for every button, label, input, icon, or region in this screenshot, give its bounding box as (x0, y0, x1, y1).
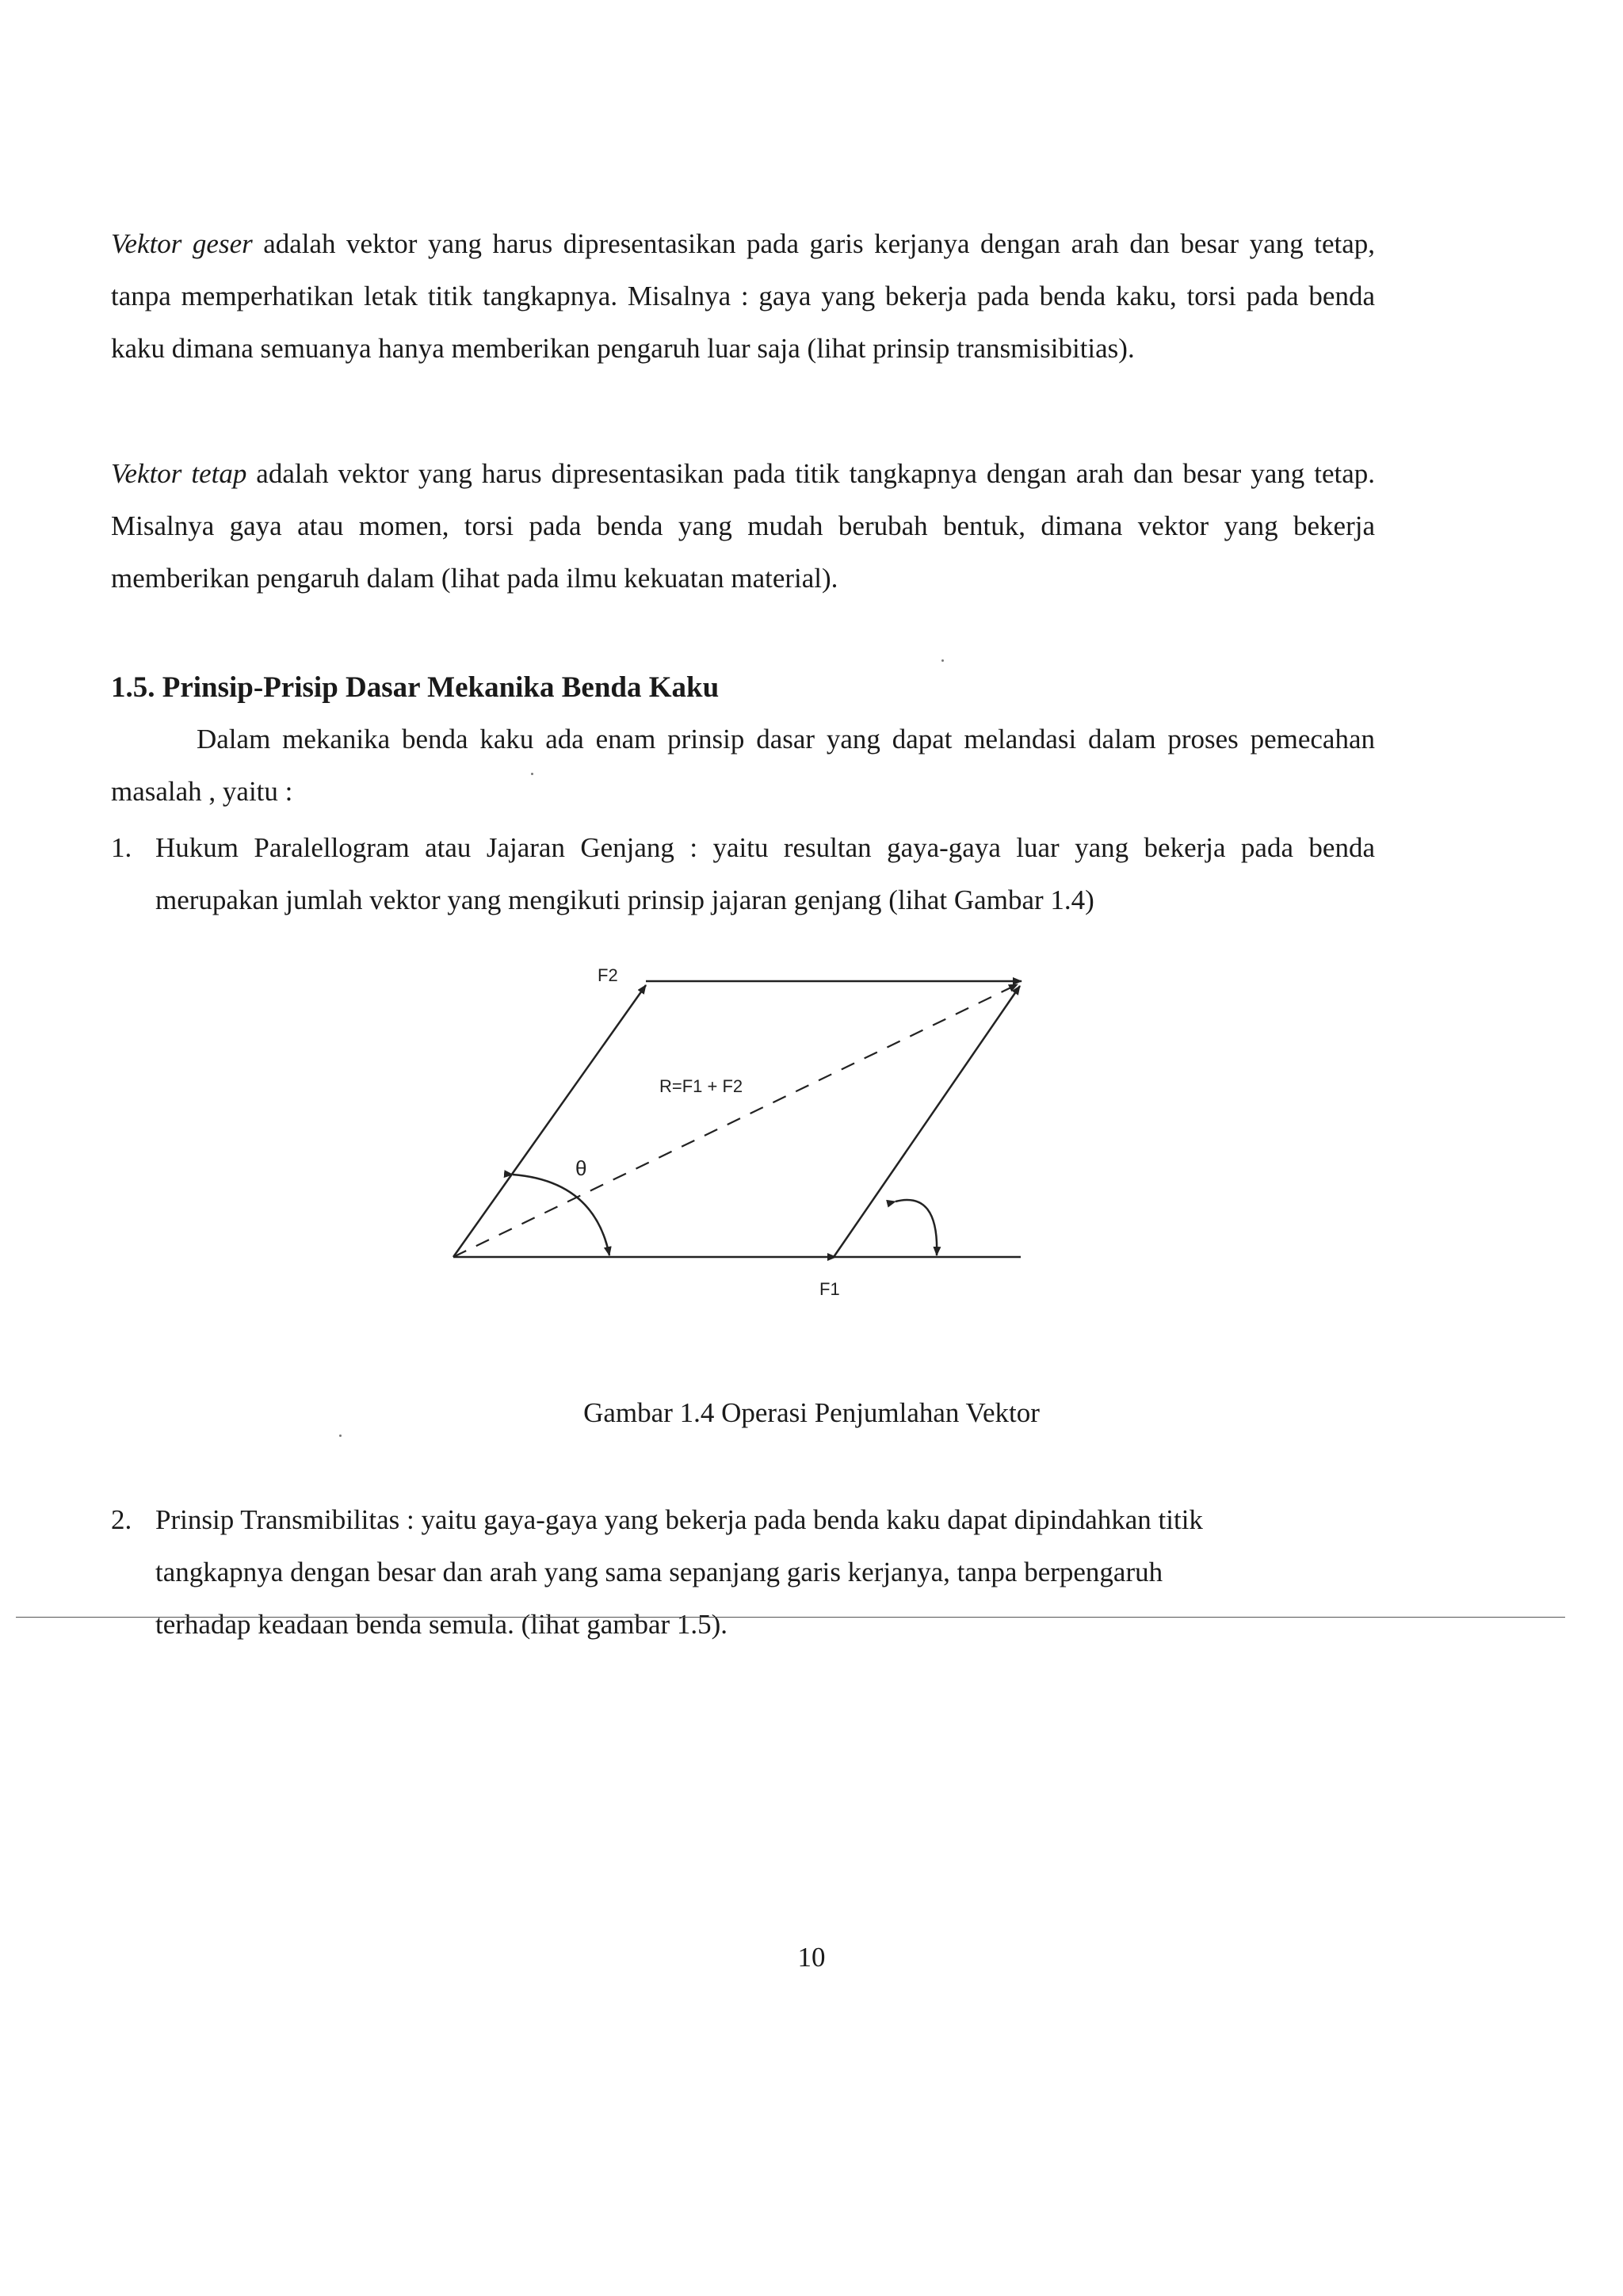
label-f2: F2 (598, 965, 618, 985)
paragraph-vektor-tetap (111, 448, 1375, 605)
list-item-2 (111, 1494, 1375, 1651)
speck (531, 773, 533, 775)
term-vektor-tetap: Vektor tetap (111, 458, 247, 489)
list-item-1 (111, 822, 1375, 926)
angle-arc-left (513, 1175, 609, 1255)
right-side-line (834, 986, 1020, 1257)
paragraph-vektor-geser-text: adalah vektor yang harus dipresentasikan pada garis kerjanya dengan arah dan besar yang tetap, tanpa memperhatikan letak titik tangkapnya. Misalnya : gaya yang bekerja pada benda kaku, torsi pada benda kaku dimana semuanya hanya memberikan pengaruh luar saja (lihat prinsip transmisibitias). (111, 228, 1375, 364)
label-f1: F1 (819, 1279, 840, 1299)
list-text-1: Hukum Paralellogram atau Jajaran Genjang : yaitu resultan gaya-gaya luar yang bekerja pada benda merupakan jumlah vektor yang mengikuti prinsip jajaran genjang (lihat Gambar 1.4) (155, 832, 1375, 915)
list-text-2-line-3: terhadap keadaan benda semula. (lihat gambar 1.5). (155, 1609, 728, 1640)
speck (339, 1435, 342, 1437)
list-number-2: 2. (111, 1504, 132, 1535)
resultant-dashed-line (453, 984, 1018, 1257)
term-vektor-geser: Vektor geser (111, 228, 253, 259)
horizontal-rule (16, 1617, 1565, 1618)
paragraph-vektor-geser (111, 218, 1375, 375)
figure-caption: Gambar 1.4 Operasi Penjumlahan Vektor (583, 1397, 1040, 1428)
vector-figure (444, 951, 1046, 1320)
parallelogram-diagram (444, 951, 1046, 1316)
angle-arc-right (896, 1200, 937, 1255)
list-text-2-line-2: tangkapnya dengan besar dan arah yang sama sepanjang garis kerjanya, tanpa berpengaruh (155, 1557, 1163, 1587)
section-intro: Dalam mekanika benda kaku ada enam prinsip dasar yang dapat melandasi dalam proses pemecahan masalah , yaitu : (111, 724, 1375, 807)
label-theta: θ (575, 1156, 587, 1180)
section-heading: 1.5. Prinsip-Prisip Dasar Mekanika Benda Kaku (111, 671, 720, 704)
vector-f2-line (453, 985, 646, 1257)
label-resultant: R=F1 + F2 (659, 1076, 743, 1096)
list-number-1: 1. (111, 832, 132, 863)
speck (941, 659, 944, 662)
paragraph-vektor-tetap-text: adalah vektor yang harus dipresentasikan pada titik tangkapnya dengan arah dan besar yang tetap. Misalnya gaya atau momen, torsi pada benda yang mudah berubah bentuk, dimana vektor yang bekerja memberikan pengaruh dalam (lihat pada ilmu kekuatan material). (111, 458, 1375, 594)
list-text-2-line-1: Prinsip Transmibilitas : yaitu gaya-gaya yang bekerja pada benda kaku dapat dipindahkan titik (155, 1504, 1203, 1535)
list-text-2 (155, 1494, 1375, 1651)
page-number: 10 (797, 1942, 826, 1973)
